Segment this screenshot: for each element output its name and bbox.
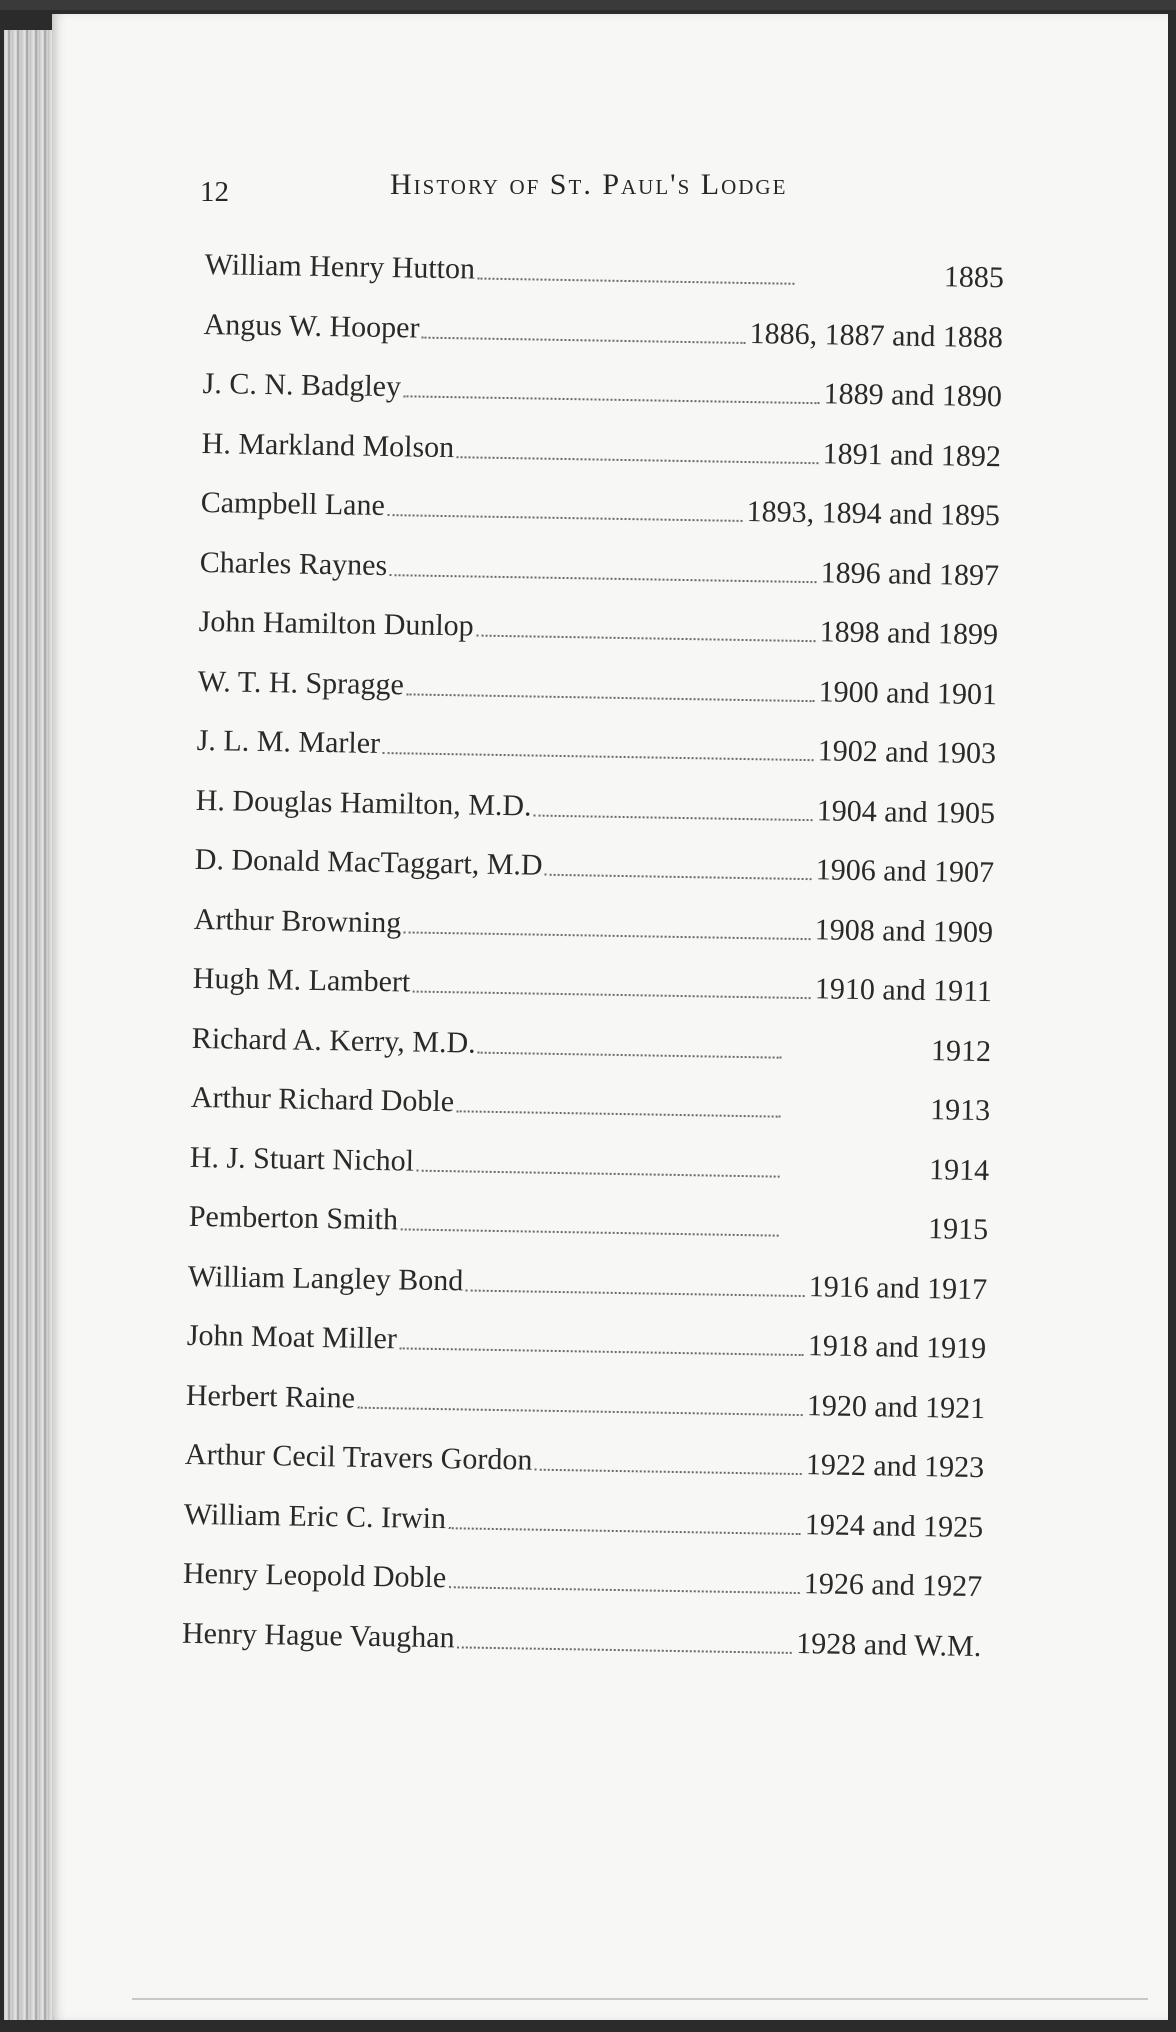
dot-leader (449, 1586, 800, 1594)
term-years: 1908 and 1909 (814, 912, 994, 949)
dot-leader (545, 874, 812, 880)
dot-leader (457, 1646, 792, 1654)
member-name: William Eric C. Irwin (183, 1497, 447, 1535)
dot-leader (403, 395, 819, 404)
member-name: Henry Hague Vaughan (181, 1616, 455, 1654)
term-years: 1886, 1887 and 1888 (749, 316, 1004, 354)
dot-leader (478, 1051, 782, 1058)
dot-leader (390, 574, 817, 583)
term-years: 1889 and 1890 (823, 377, 1003, 414)
term-years: 1926 and 1927 (803, 1567, 983, 1604)
dot-leader (383, 752, 814, 761)
page-number: 12 (200, 176, 229, 208)
dot-leader (357, 1406, 802, 1415)
member-name: Arthur Richard Doble (190, 1080, 455, 1119)
term-years: 1900 and 1901 (818, 674, 998, 711)
dot-leader (387, 514, 742, 522)
member-name: Arthur Cecil Travers Gordon (184, 1437, 533, 1477)
member-name: J. L. M. Marler (196, 723, 381, 760)
running-title: History of St. Paul's Lodge (390, 168, 788, 201)
term-years: 1891 and 1892 (822, 436, 1002, 473)
term-years: 1885 (943, 260, 1005, 295)
dot-leader (400, 1228, 778, 1236)
term-years: 1928 and W.M. (795, 1626, 982, 1663)
term-years: 1904 and 1905 (816, 793, 996, 830)
member-name: Campbell Lane (200, 485, 386, 523)
dot-leader (413, 991, 811, 1000)
member-name: William Langley Bond (187, 1259, 464, 1297)
dot-leader (448, 1527, 800, 1535)
member-name: John Moat Miller (186, 1318, 398, 1356)
term-years: 1910 and 1911 (814, 972, 993, 1009)
term-years: 1893, 1894 and 1895 (746, 495, 1001, 533)
member-name: H. Markland Molson (201, 426, 455, 464)
dot-leader (466, 1289, 805, 1297)
dot-leader (406, 693, 814, 702)
term-years: 1920 and 1921 (806, 1388, 986, 1425)
member-name: Angus W. Hooper (203, 307, 420, 345)
term-years: 1924 and 1925 (804, 1507, 984, 1544)
member-name: John Hamilton Dunlop (198, 604, 474, 643)
term-years: 1914 (928, 1152, 990, 1187)
dot-leader (534, 814, 813, 821)
dot-leader (457, 456, 819, 464)
term-years: 1918 and 1919 (807, 1329, 987, 1366)
term-years: 1912 (930, 1033, 992, 1068)
member-name: J. C. N. Badgley (202, 366, 402, 404)
member-name: Henry Leopold Doble (182, 1556, 447, 1595)
term-years: 1913 (929, 1093, 991, 1128)
member-name: Hugh M. Lambert (192, 961, 411, 999)
dot-leader (476, 635, 815, 643)
member-name: William Henry Hutton (204, 247, 476, 286)
term-years: 1916 and 1917 (808, 1269, 988, 1306)
term-years: 1898 and 1899 (819, 615, 999, 652)
page-bottom-edge (132, 1998, 1148, 2000)
member-name: Pemberton Smith (188, 1199, 399, 1237)
member-name: D. Donald MacTaggart, M.D (194, 842, 543, 882)
term-years: 1906 and 1907 (815, 853, 995, 890)
page-header (200, 168, 900, 212)
member-name: Richard A. Kerry, M.D. (191, 1021, 476, 1060)
dot-leader (399, 1347, 803, 1356)
term-years: 1902 and 1903 (817, 734, 997, 771)
member-name: W. T. H. Spragge (197, 664, 405, 701)
dot-leader (422, 336, 746, 343)
dot-leader (457, 1110, 781, 1117)
term-years: 1896 and 1897 (820, 555, 1000, 592)
term-years: 1922 and 1923 (805, 1448, 985, 1485)
scan-border (0, 0, 1176, 10)
dot-leader (478, 278, 795, 285)
member-name: Herbert Raine (185, 1378, 356, 1415)
dot-leader (535, 1469, 802, 1475)
member-name: Charles Raynes (199, 545, 388, 582)
past-masters-list (181, 245, 1065, 1687)
term-years: 1915 (927, 1212, 989, 1247)
member-name: Arthur Browning (193, 902, 402, 939)
dot-leader (416, 1169, 779, 1177)
member-name: H. J. Stuart Nichol (189, 1140, 415, 1178)
dot-leader (404, 931, 811, 940)
member-name: H. Douglas Hamilton, M.D. (195, 783, 532, 822)
